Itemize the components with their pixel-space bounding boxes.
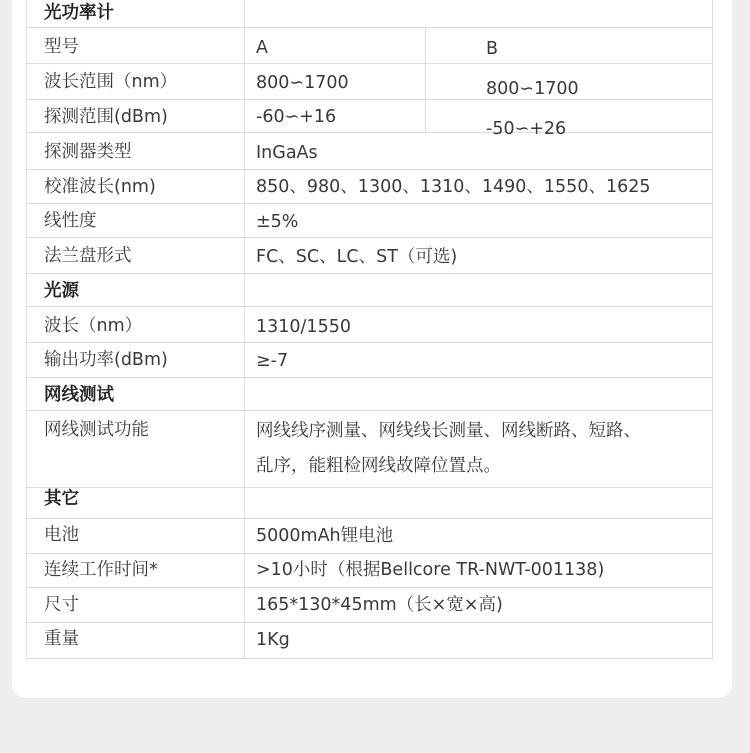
linearity-label: 线性度 xyxy=(44,211,97,231)
continuous-work-time-label: 连续工作时间* xyxy=(44,560,158,580)
row-divider xyxy=(26,169,713,170)
cable-test-function-value-line1: 网线线序测量、网线线长测量、网线断路、短路、 xyxy=(256,421,641,441)
row-divider xyxy=(26,27,713,28)
dimensions-value: 165*130*45mm（长×宽×高) xyxy=(256,595,503,615)
section-heading-other: 其它 xyxy=(44,489,79,509)
detect-range-label: 探测范围(dBm) xyxy=(44,107,168,127)
row-divider xyxy=(26,99,713,100)
detect-range-a-value: -60∽+16 xyxy=(256,107,337,127)
output-power-value: ≥-7 xyxy=(256,351,289,371)
model-label: 型号 xyxy=(44,37,79,57)
source-wavelength-label: 波长（nm） xyxy=(44,316,143,336)
weight-label: 重量 xyxy=(44,629,79,649)
continuous-work-time-value: >10小时（根据Bellcore TR-NWT-001138) xyxy=(256,560,605,580)
linearity-value: ±5% xyxy=(256,212,299,232)
row-divider xyxy=(26,518,713,519)
cable-test-function-value-line2: 乱序，能粗检网线故障位置点。 xyxy=(256,456,501,476)
weight-value: 1Kg xyxy=(256,630,290,650)
wavelength-range-label: 波长范围（nm） xyxy=(44,72,178,92)
calibration-wavelength-value: 850、980、1300、1310、1490、1550、1625 xyxy=(256,177,651,197)
row-divider xyxy=(26,553,713,554)
wavelength-range-a-value: 800∽1700 xyxy=(256,73,349,93)
row-divider xyxy=(26,487,713,488)
flange-value: FC、SC、LC、ST（可选) xyxy=(256,247,458,267)
row-divider xyxy=(26,410,713,411)
section-heading-optical-power-meter: 光功率计 xyxy=(44,3,114,23)
cable-test-function-label: 网线测试功能 xyxy=(44,420,149,440)
row-divider xyxy=(26,377,713,378)
row-divider xyxy=(26,63,713,64)
detector-type-label: 探测器类型 xyxy=(44,142,132,162)
row-divider xyxy=(26,306,713,307)
wavelength-range-b-value: 800∽1700 xyxy=(486,79,579,99)
source-wavelength-value: 1310/1550 xyxy=(256,317,351,337)
flange-label: 法兰盘形式 xyxy=(44,246,132,266)
calibration-wavelength-label: 校准波长(nm) xyxy=(44,177,156,197)
section-heading-light-source: 光源 xyxy=(44,281,79,301)
row-divider xyxy=(26,237,713,238)
row-divider xyxy=(26,587,713,588)
row-divider xyxy=(26,273,713,274)
row-divider xyxy=(26,342,713,343)
output-power-label: 输出功率(dBm) xyxy=(44,350,168,370)
detector-type-value: InGaAs xyxy=(256,143,318,163)
column-divider xyxy=(244,0,245,659)
row-divider xyxy=(26,622,713,623)
battery-label: 电池 xyxy=(44,525,79,545)
section-heading-cable-test: 网线测试 xyxy=(44,385,114,405)
battery-value: 5000mAh锂电池 xyxy=(256,526,394,546)
dimensions-label: 尺寸 xyxy=(44,595,79,615)
column-divider xyxy=(425,27,426,132)
row-divider xyxy=(26,203,713,204)
row-divider xyxy=(26,132,713,133)
detect-range-b-value: -50∽+26 xyxy=(486,119,567,139)
model-a-value: A xyxy=(256,38,268,58)
model-b-value: B xyxy=(486,39,499,59)
